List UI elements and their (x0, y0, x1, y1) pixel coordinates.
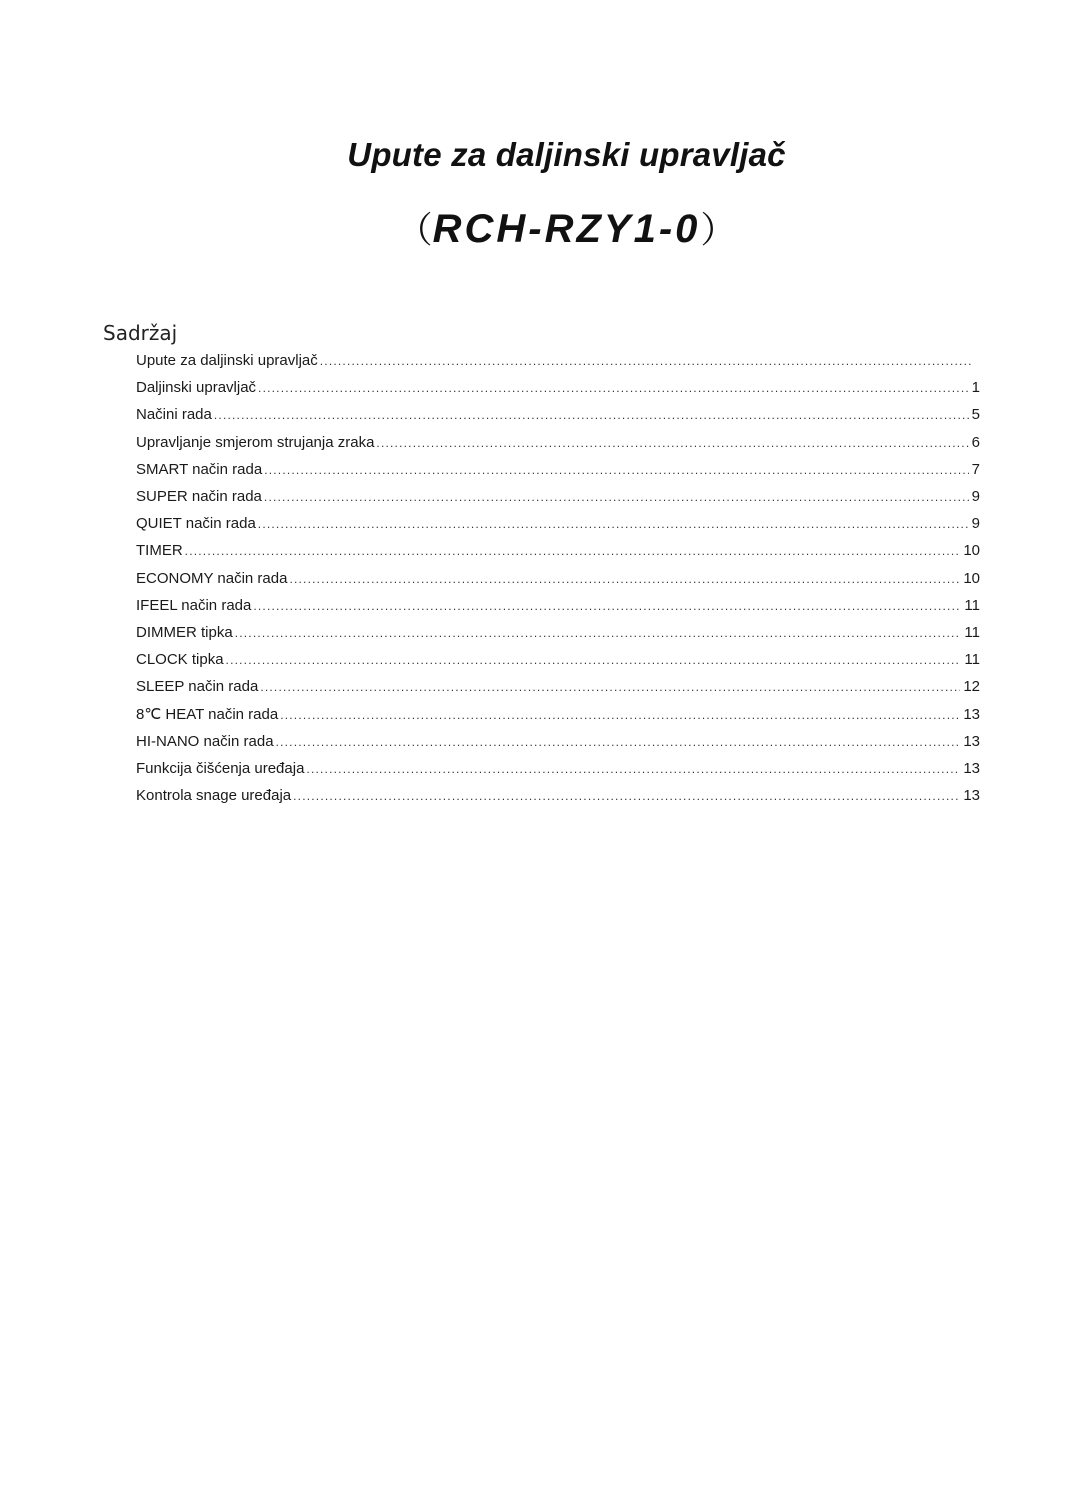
toc-entry[interactable] (136, 542, 980, 569)
toc-entry-page: 13 (963, 787, 980, 804)
table-of-contents (136, 352, 980, 814)
toc-entry-page: 11 (964, 596, 980, 614)
toc-entry-label: 8℃ HEAT način rada (136, 706, 279, 724)
toc-entry-label: QUIET način rada (136, 515, 256, 533)
toc-dot-leader (289, 572, 960, 586)
toc-entry[interactable] (136, 678, 980, 705)
toc-dot-leader (258, 517, 969, 531)
toc-entry-label: DIMMER tipka (136, 623, 233, 641)
toc-entry-label: CLOCK tipka (136, 651, 224, 669)
toc-entry[interactable] (136, 705, 980, 732)
toc-entry[interactable] (136, 515, 980, 542)
toc-entry-page: 9 (971, 487, 980, 505)
toc-entry[interactable] (136, 434, 980, 461)
toc-entry-label: Funkcija čišćenja uređaja (136, 759, 305, 777)
model-open-paren: （ (396, 209, 433, 250)
toc-entry-page: 1 (971, 379, 980, 397)
toc-entry-page: 6 (971, 433, 980, 451)
toc-dot-leader (214, 408, 969, 422)
toc-dot-leader (276, 735, 961, 749)
toc-dot-leader (264, 490, 969, 504)
toc-entry-page: 11 (964, 651, 980, 669)
model-number (0, 202, 1083, 253)
toc-entry[interactable] (136, 461, 980, 488)
toc-entry[interactable] (136, 651, 980, 678)
model-close-paren: ） (700, 209, 737, 250)
toc-dot-leader (320, 354, 971, 368)
toc-entry-label: SLEEP način rada (136, 678, 259, 696)
toc-entry-label: TIMER (136, 542, 183, 560)
toc-dot-leader (306, 762, 960, 776)
toc-entry[interactable] (136, 787, 980, 814)
toc-dot-leader (264, 463, 968, 477)
toc-entry[interactable] (136, 488, 980, 515)
toc-entry-page: 12 (963, 678, 980, 696)
toc-dot-leader (293, 789, 960, 803)
toc-dot-leader (226, 653, 962, 667)
toc-entry-label: Daljinski upravljač (136, 379, 257, 397)
toc-entry-page: 13 (963, 706, 980, 724)
toc-dot-leader (376, 436, 968, 450)
toc-entry-page: 5 (971, 406, 980, 424)
document-title: Upute za daljinski upravljač (347, 136, 786, 173)
toc-dot-leader (260, 680, 960, 694)
toc-entry[interactable] (136, 760, 980, 787)
toc-entry[interactable] (136, 733, 980, 760)
toc-entry-page: 9 (971, 515, 980, 533)
toc-dot-leader (235, 626, 962, 640)
toc-entry-page: 10 (963, 542, 980, 560)
toc-entry-label: Upravljanje smjerom strujanja zraka (136, 433, 375, 451)
toc-entry-label: Načini rada (136, 406, 212, 424)
toc-entry-label: SUPER način rada (136, 487, 262, 505)
toc-entry[interactable] (136, 624, 980, 651)
toc-entry-label: IFEEL način rada (136, 596, 252, 614)
toc-entry-label: SMART način rada (136, 460, 263, 478)
toc-dot-leader (253, 599, 961, 613)
toc-entry[interactable] (136, 597, 980, 624)
toc-entry-label: Upute za daljinski upravljač (136, 352, 318, 369)
toc-entry-label: HI-NANO način rada (136, 732, 274, 750)
toc-entry-label: Kontrola snage uređaja (136, 787, 292, 804)
toc-heading: Sadržaj (103, 321, 178, 345)
toc-dot-leader (258, 381, 969, 395)
toc-entry-page: 13 (963, 732, 980, 750)
toc-entry-page: 13 (963, 759, 980, 777)
toc-dot-leader (185, 544, 961, 558)
toc-entry[interactable] (136, 406, 980, 433)
toc-dot-leader (280, 708, 960, 722)
toc-entry[interactable] (136, 379, 980, 406)
toc-entry-page: 10 (963, 569, 980, 587)
toc-entry-label: ECONOMY način rada (136, 569, 288, 587)
model-code: RCH-RZY1-0 (432, 207, 701, 251)
toc-entry-page: 7 (971, 460, 980, 478)
toc-entry-page: 11 (964, 623, 980, 641)
toc-entry[interactable] (136, 570, 980, 597)
toc-entry[interactable] (136, 352, 980, 379)
